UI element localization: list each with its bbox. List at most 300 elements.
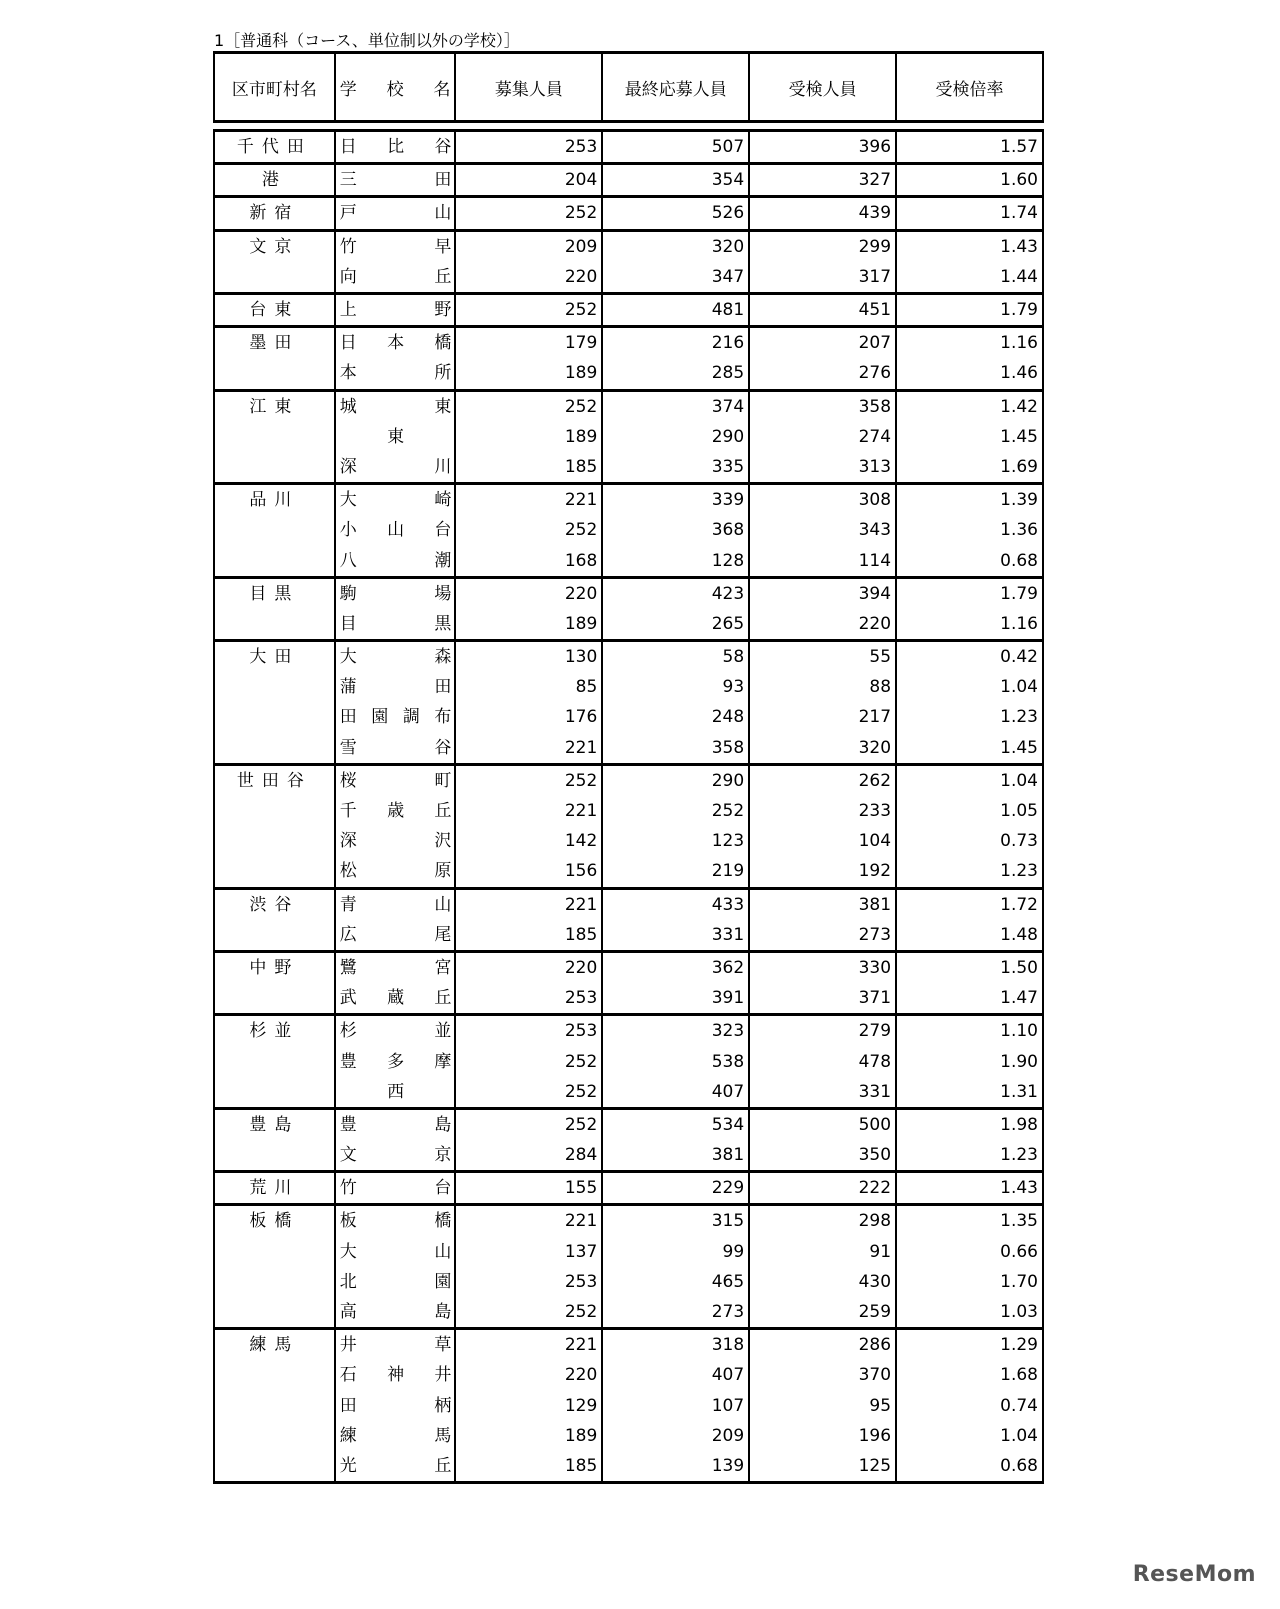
- table-row: [214, 515, 1043, 545]
- district-cell: [214, 452, 335, 484]
- recruit-cell: 189: [455, 422, 602, 452]
- examinees-cell: 279: [749, 1015, 896, 1047]
- school-name-cell: 北園: [335, 1267, 456, 1297]
- header-district: 区市町村名: [214, 53, 335, 122]
- school-name-cell: 文京: [335, 1140, 456, 1172]
- applicants-cell: 209: [602, 1421, 749, 1451]
- table-row: [214, 1421, 1043, 1451]
- applicants-cell: 526: [602, 197, 749, 230]
- examinees-cell: 274: [749, 422, 896, 452]
- applicants-cell: 229: [602, 1172, 749, 1205]
- ratio-cell: 1.04: [896, 1421, 1043, 1451]
- examinees-cell: 88: [749, 672, 896, 702]
- school-name-cell: 鷺宮: [335, 951, 456, 983]
- ratio-cell: 1.45: [896, 733, 1043, 765]
- recruit-cell: 252: [455, 1297, 602, 1329]
- applicants-cell: 347: [602, 262, 749, 294]
- school-name-cell: 上野: [335, 293, 456, 326]
- recruit-cell: 253: [455, 131, 602, 164]
- ratio-cell: 1.16: [896, 609, 1043, 641]
- district-cell: [214, 1140, 335, 1172]
- recruit-cell: 185: [455, 452, 602, 484]
- ratio-cell: 1.70: [896, 1267, 1043, 1297]
- district-cell: [214, 1297, 335, 1329]
- district-cell: [214, 672, 335, 702]
- recruit-cell: 168: [455, 545, 602, 577]
- recruit-cell: 220: [455, 577, 602, 609]
- ratio-cell: 1.98: [896, 1108, 1043, 1140]
- table-body: [214, 131, 1043, 1483]
- recruit-cell: 129: [455, 1391, 602, 1421]
- school-name-cell: 大山: [335, 1237, 456, 1267]
- recruit-cell: 189: [455, 609, 602, 641]
- applicants-cell: 273: [602, 1297, 749, 1329]
- table-row: [214, 641, 1043, 673]
- recruit-cell: 189: [455, 358, 602, 390]
- table-caption: 1［普通科（コース、単位制以外の学校）］: [214, 31, 520, 50]
- examinees-cell: 222: [749, 1172, 896, 1205]
- district-cell: [214, 1077, 335, 1109]
- examinees-cell: 114: [749, 545, 896, 577]
- applicants-cell: 290: [602, 764, 749, 796]
- school-name-cell: 三田: [335, 164, 456, 197]
- table-row: [214, 702, 1043, 732]
- applicants-cell: 433: [602, 888, 749, 920]
- recruit-cell: 176: [455, 702, 602, 732]
- district-cell: [214, 702, 335, 732]
- examinees-cell: 273: [749, 920, 896, 952]
- recruit-cell: 253: [455, 1015, 602, 1047]
- applicants-cell: 407: [602, 1360, 749, 1390]
- examinees-cell: 217: [749, 702, 896, 732]
- examinees-cell: 327: [749, 164, 896, 197]
- applicants-cell: 219: [602, 856, 749, 888]
- recruit-cell: 85: [455, 672, 602, 702]
- applicants-cell: 465: [602, 1267, 749, 1297]
- applicants-cell: 335: [602, 452, 749, 484]
- district-cell: [214, 920, 335, 952]
- examinees-cell: 394: [749, 577, 896, 609]
- examinees-cell: 317: [749, 262, 896, 294]
- school-name-cell: 駒場: [335, 577, 456, 609]
- examinees-cell: 104: [749, 826, 896, 856]
- school-name-cell: 豊島: [335, 1108, 456, 1140]
- school-name-cell: 豊多摩: [335, 1046, 456, 1076]
- examinees-cell: 298: [749, 1205, 896, 1237]
- school-name-cell: 田柄: [335, 1391, 456, 1421]
- ratio-cell: 1.44: [896, 262, 1043, 294]
- school-name-cell: 松原: [335, 856, 456, 888]
- applicants-cell: 315: [602, 1205, 749, 1237]
- examinees-cell: 320: [749, 733, 896, 765]
- ratio-cell: 1.03: [896, 1297, 1043, 1329]
- school-name-cell: 雪谷: [335, 733, 456, 765]
- examinees-cell: 313: [749, 452, 896, 484]
- ratio-cell: 1.79: [896, 293, 1043, 326]
- applicants-cell: 248: [602, 702, 749, 732]
- examinees-cell: 331: [749, 1077, 896, 1109]
- table-row: [214, 327, 1043, 359]
- school-name-cell: 西: [335, 1077, 456, 1109]
- ratio-cell: 1.04: [896, 764, 1043, 796]
- district-cell: [214, 1046, 335, 1076]
- examinees-cell: 286: [749, 1329, 896, 1361]
- examinees-cell: 95: [749, 1391, 896, 1421]
- applicants-cell: 252: [602, 796, 749, 826]
- school-name-cell: 桜町: [335, 764, 456, 796]
- table-row: [214, 764, 1043, 796]
- ratio-cell: 1.47: [896, 983, 1043, 1015]
- district-cell: [214, 1421, 335, 1451]
- ratio-cell: 0.42: [896, 641, 1043, 673]
- district-cell: [214, 1360, 335, 1390]
- school-name-cell: 日比谷: [335, 131, 456, 164]
- table-row: [214, 1267, 1043, 1297]
- district-cell: [214, 856, 335, 888]
- examinees-cell: 370: [749, 1360, 896, 1390]
- recruit-cell: 156: [455, 856, 602, 888]
- applicants-cell: 354: [602, 164, 749, 197]
- district-cell: [214, 983, 335, 1015]
- table-row: [214, 484, 1043, 516]
- examinees-cell: 478: [749, 1046, 896, 1076]
- district-cell: 豊島: [214, 1108, 335, 1140]
- school-name-cell: 石神井: [335, 1360, 456, 1390]
- header-school-char-3: 名: [433, 79, 451, 100]
- table-row: [214, 920, 1043, 952]
- district-cell: [214, 609, 335, 641]
- district-cell: 品川: [214, 484, 335, 516]
- applicants-cell: 381: [602, 1140, 749, 1172]
- recruit-cell: 252: [455, 1046, 602, 1076]
- recruit-cell: 221: [455, 1329, 602, 1361]
- ratio-cell: 1.05: [896, 796, 1043, 826]
- recruit-cell: 130: [455, 641, 602, 673]
- school-name-cell: 八潮: [335, 545, 456, 577]
- district-cell: 世田谷: [214, 764, 335, 796]
- table-row: [214, 358, 1043, 390]
- school-name-cell: 田園調布: [335, 702, 456, 732]
- table-row: [214, 1360, 1043, 1390]
- applicants-cell: 139: [602, 1451, 749, 1483]
- ratio-cell: 1.23: [896, 702, 1043, 732]
- recruit-cell: 284: [455, 1140, 602, 1172]
- admissions-table: [213, 51, 1044, 1484]
- applicants-cell: 331: [602, 920, 749, 952]
- examinees-cell: 299: [749, 230, 896, 262]
- school-name-cell: 蒲田: [335, 672, 456, 702]
- examinees-cell: 381: [749, 888, 896, 920]
- school-name-cell: 向丘: [335, 262, 456, 294]
- recruit-cell: 221: [455, 1205, 602, 1237]
- applicants-cell: 534: [602, 1108, 749, 1140]
- school-name-cell: 本所: [335, 358, 456, 390]
- recruit-cell: 252: [455, 390, 602, 422]
- school-name-cell: 竹早: [335, 230, 456, 262]
- header-school-char-2: 校: [386, 79, 404, 100]
- district-cell: [214, 796, 335, 826]
- examinees-cell: 308: [749, 484, 896, 516]
- table-row: [214, 197, 1043, 230]
- recruit-cell: 220: [455, 951, 602, 983]
- district-cell: 渋谷: [214, 888, 335, 920]
- ratio-cell: 0.73: [896, 826, 1043, 856]
- district-cell: 荒川: [214, 1172, 335, 1205]
- examinees-cell: 125: [749, 1451, 896, 1483]
- district-cell: 練馬: [214, 1329, 335, 1361]
- school-name-cell: 千歳丘: [335, 796, 456, 826]
- applicants-cell: 423: [602, 577, 749, 609]
- school-name-cell: 板橋: [335, 1205, 456, 1237]
- district-cell: 目黒: [214, 577, 335, 609]
- table-row: [214, 1329, 1043, 1361]
- recruit-cell: 252: [455, 515, 602, 545]
- table-row: [214, 1297, 1043, 1329]
- table-row: [214, 672, 1043, 702]
- school-name-cell: 光丘: [335, 1451, 456, 1483]
- table-row: [214, 1205, 1043, 1237]
- examinees-cell: 350: [749, 1140, 896, 1172]
- recruit-cell: 252: [455, 764, 602, 796]
- applicants-cell: 128: [602, 545, 749, 577]
- examinees-cell: 371: [749, 983, 896, 1015]
- header-applicants: 最終応募人員: [602, 53, 749, 122]
- recruit-cell: 252: [455, 1077, 602, 1109]
- recruit-cell: 155: [455, 1172, 602, 1205]
- ratio-cell: 1.68: [896, 1360, 1043, 1390]
- examinees-cell: 207: [749, 327, 896, 359]
- table-header: [214, 53, 1043, 131]
- table-row: [214, 951, 1043, 983]
- applicants-cell: 93: [602, 672, 749, 702]
- table-row: [214, 131, 1043, 164]
- applicants-cell: 107: [602, 1391, 749, 1421]
- district-cell: [214, 422, 335, 452]
- applicants-cell: 99: [602, 1237, 749, 1267]
- examinees-cell: 91: [749, 1237, 896, 1267]
- district-cell: 江東: [214, 390, 335, 422]
- recruit-cell: 142: [455, 826, 602, 856]
- recruit-cell: 221: [455, 796, 602, 826]
- table-row: [214, 262, 1043, 294]
- ratio-cell: 1.36: [896, 515, 1043, 545]
- recruit-cell: 204: [455, 164, 602, 197]
- ratio-cell: 1.46: [896, 358, 1043, 390]
- ratio-cell: 1.50: [896, 951, 1043, 983]
- table-row: [214, 1077, 1043, 1109]
- school-name-cell: 武蔵丘: [335, 983, 456, 1015]
- recruit-cell: 253: [455, 1267, 602, 1297]
- district-cell: 千代田: [214, 131, 335, 164]
- school-name-cell: 深沢: [335, 826, 456, 856]
- district-cell: 墨田: [214, 327, 335, 359]
- applicants-cell: 481: [602, 293, 749, 326]
- ratio-cell: 1.35: [896, 1205, 1043, 1237]
- school-name-cell: 目黒: [335, 609, 456, 641]
- school-name-cell: 杉並: [335, 1015, 456, 1047]
- header-school: [335, 53, 456, 122]
- ratio-cell: 1.72: [896, 888, 1043, 920]
- recruit-cell: 252: [455, 1108, 602, 1140]
- table-row: [214, 1108, 1043, 1140]
- district-cell: 新宿: [214, 197, 335, 230]
- ratio-cell: 0.66: [896, 1237, 1043, 1267]
- ratio-cell: 1.04: [896, 672, 1043, 702]
- applicants-cell: 507: [602, 131, 749, 164]
- table-row: [214, 1451, 1043, 1483]
- table-row: [214, 796, 1043, 826]
- school-name-cell: 練馬: [335, 1421, 456, 1451]
- table-row: [214, 1237, 1043, 1267]
- applicants-cell: 290: [602, 422, 749, 452]
- recruit-cell: 185: [455, 920, 602, 952]
- examinees-cell: 430: [749, 1267, 896, 1297]
- district-cell: 台東: [214, 293, 335, 326]
- table-row: [214, 1391, 1043, 1421]
- table-row: [214, 826, 1043, 856]
- ratio-cell: 1.39: [896, 484, 1043, 516]
- applicants-cell: 358: [602, 733, 749, 765]
- examinees-cell: 343: [749, 515, 896, 545]
- applicants-cell: 407: [602, 1077, 749, 1109]
- recruit-cell: 221: [455, 888, 602, 920]
- school-name-cell: 日本橋: [335, 327, 456, 359]
- examinees-cell: 259: [749, 1297, 896, 1329]
- examinees-cell: 439: [749, 197, 896, 230]
- school-name-cell: 小山台: [335, 515, 456, 545]
- ratio-cell: 1.42: [896, 390, 1043, 422]
- applicants-cell: 391: [602, 983, 749, 1015]
- examinees-cell: 233: [749, 796, 896, 826]
- ratio-cell: 1.23: [896, 856, 1043, 888]
- table-row: [214, 609, 1043, 641]
- examinees-cell: 196: [749, 1421, 896, 1451]
- district-cell: 港: [214, 164, 335, 197]
- applicants-cell: 285: [602, 358, 749, 390]
- school-name-cell: 大崎: [335, 484, 456, 516]
- resemom-logo: ReseMom: [1132, 1562, 1256, 1587]
- district-cell: [214, 1237, 335, 1267]
- examinees-cell: 262: [749, 764, 896, 796]
- ratio-cell: 0.68: [896, 545, 1043, 577]
- recruit-cell: 220: [455, 1360, 602, 1390]
- ratio-cell: 1.23: [896, 1140, 1043, 1172]
- recruit-cell: 252: [455, 197, 602, 230]
- applicants-cell: 216: [602, 327, 749, 359]
- recruit-cell: 221: [455, 484, 602, 516]
- ratio-cell: 1.43: [896, 1172, 1043, 1205]
- recruit-cell: 209: [455, 230, 602, 262]
- district-cell: [214, 1391, 335, 1421]
- applicants-cell: 320: [602, 230, 749, 262]
- district-cell: 文京: [214, 230, 335, 262]
- school-name-cell: 深川: [335, 452, 456, 484]
- applicants-cell: 339: [602, 484, 749, 516]
- recruit-cell: 220: [455, 262, 602, 294]
- recruit-cell: 252: [455, 293, 602, 326]
- table-row: [214, 452, 1043, 484]
- district-cell: [214, 1267, 335, 1297]
- district-cell: 杉並: [214, 1015, 335, 1047]
- examinees-cell: 276: [749, 358, 896, 390]
- district-cell: [214, 545, 335, 577]
- table-row: [214, 293, 1043, 326]
- header-school-char-1: 学: [339, 79, 357, 100]
- recruit-cell: 253: [455, 983, 602, 1015]
- district-cell: [214, 262, 335, 294]
- school-name-cell: 城東: [335, 390, 456, 422]
- examinees-cell: 451: [749, 293, 896, 326]
- school-name-cell: 井草: [335, 1329, 456, 1361]
- ratio-cell: 1.79: [896, 577, 1043, 609]
- examinees-cell: 500: [749, 1108, 896, 1140]
- school-name-cell: 戸山: [335, 197, 456, 230]
- ratio-cell: 1.29: [896, 1329, 1043, 1361]
- applicants-cell: 265: [602, 609, 749, 641]
- applicants-cell: 323: [602, 1015, 749, 1047]
- ratio-cell: 1.48: [896, 920, 1043, 952]
- ratio-cell: 1.45: [896, 422, 1043, 452]
- recruit-cell: 189: [455, 1421, 602, 1451]
- district-cell: [214, 826, 335, 856]
- table-row: [214, 577, 1043, 609]
- district-cell: [214, 733, 335, 765]
- ratio-cell: 1.60: [896, 164, 1043, 197]
- table-row: [214, 545, 1043, 577]
- table-row: [214, 856, 1043, 888]
- district-cell: [214, 515, 335, 545]
- district-cell: 中野: [214, 951, 335, 983]
- applicants-cell: 368: [602, 515, 749, 545]
- applicants-cell: 58: [602, 641, 749, 673]
- table-row: [214, 230, 1043, 262]
- ratio-cell: 1.90: [896, 1046, 1043, 1076]
- ratio-cell: 1.16: [896, 327, 1043, 359]
- school-name-cell: 青山: [335, 888, 456, 920]
- recruit-cell: 185: [455, 1451, 602, 1483]
- recruit-cell: 221: [455, 733, 602, 765]
- ratio-cell: 0.68: [896, 1451, 1043, 1483]
- applicants-cell: 318: [602, 1329, 749, 1361]
- recruit-cell: 137: [455, 1237, 602, 1267]
- ratio-cell: 1.43: [896, 230, 1043, 262]
- ratio-cell: 1.31: [896, 1077, 1043, 1109]
- applicants-cell: 123: [602, 826, 749, 856]
- district-cell: [214, 358, 335, 390]
- applicants-cell: 538: [602, 1046, 749, 1076]
- table-row: [214, 1140, 1043, 1172]
- ratio-cell: 1.57: [896, 131, 1043, 164]
- table-row: [214, 1015, 1043, 1047]
- examinees-cell: 330: [749, 951, 896, 983]
- table-row: [214, 422, 1043, 452]
- examinees-cell: 220: [749, 609, 896, 641]
- ratio-cell: 1.74: [896, 197, 1043, 230]
- school-name-cell: 高島: [335, 1297, 456, 1329]
- examinees-cell: 396: [749, 131, 896, 164]
- table-row: [214, 1046, 1043, 1076]
- school-name-cell: 大森: [335, 641, 456, 673]
- district-cell: [214, 1451, 335, 1483]
- district-cell: 大田: [214, 641, 335, 673]
- header-recruit: 募集人員: [455, 53, 602, 122]
- header-ratio: 受検倍率: [896, 53, 1043, 122]
- table-row: [214, 1172, 1043, 1205]
- table-row: [214, 164, 1043, 197]
- table-row: [214, 983, 1043, 1015]
- examinees-cell: 55: [749, 641, 896, 673]
- table-row: [214, 733, 1043, 765]
